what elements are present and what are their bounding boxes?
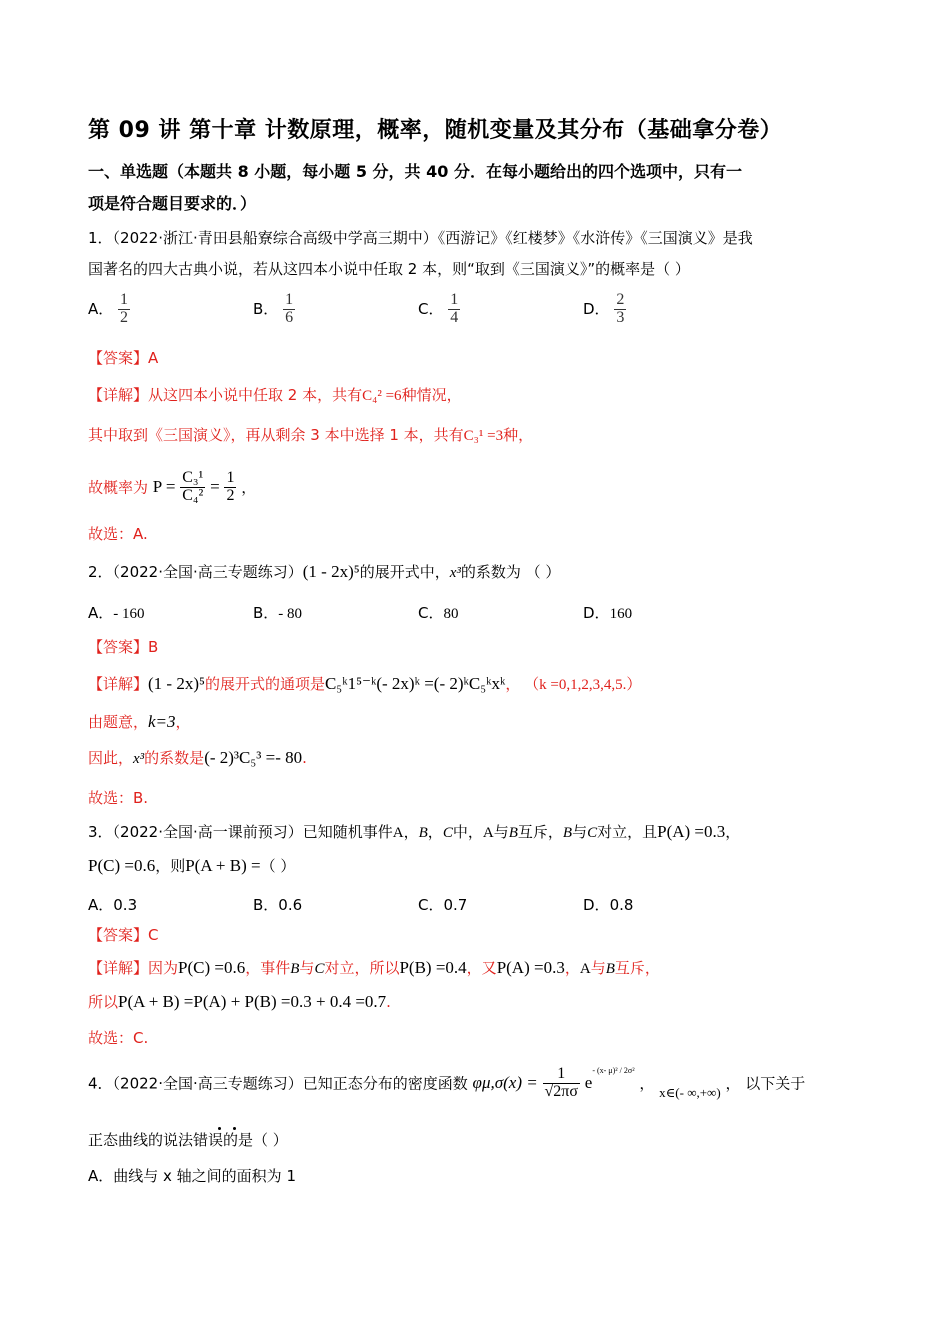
q2-option-c: C．80 (418, 604, 459, 622)
q2-option-a: A．- 160 (88, 604, 145, 622)
q4-stem-line1: 4．（2022·全国·高三专题练习）已知正态分布的密度函数 φμ,σ(x) = $\frac{1}{√2\pi\sigma}$ $e^{- (x- \mu)^2 / 2\sigma^2}$ ， x∈(- ∞,+∞) ， 以下关于 (88, 1065, 806, 1100)
q1-detail-line3: 故概率为 P = $\frac{\text{C₃¹}}{\text{C₄²}}$ = $\frac{1}{2}$ ， (88, 469, 257, 504)
q1-option-c: C． $\frac{1}{4}$ (418, 291, 459, 326)
q3-detail-line1: 【详解】因为P(C) =0.6，事件B与C对立，所以P(B) =0.4，又P(A) =0.3，A与B互斥， (88, 958, 660, 977)
section-heading-line1: 一、单选题（本题共 8 小题，每小题 5 分，共 40 分．在每小题给出的四个选项中，只有一 (88, 162, 742, 181)
q3-stem-line2: P(C) =0.6，则P(A + B) =（ ） (88, 856, 296, 875)
q1-option-d: D． $\frac{2}{3}$ (583, 291, 625, 326)
q1-option-a: A． $\frac{1}{2}$ (88, 291, 129, 326)
q3-detail-line2: 所以P(A + B) =P(A) + P(B) =0.3 + 0.4 =0.7. (88, 992, 391, 1011)
q1-detail-line2: 其中取到《三国演义》，再从剩余 3 本中选择 1 本，共有C₃¹ =3种， (88, 426, 534, 444)
q1-stem-line2: 国著名的四大古典小说，若从这四本小说中任取 2 本，则“取到《三国演义》”的概率是（ ） (88, 260, 690, 278)
q4-option-a: A．曲线与 x 轴之间的面积为 1 (88, 1167, 296, 1185)
q1-stem-line1: 1．（2022·浙江·青田县船寮综合高级中学高三期中）《西游记》《红楼梦》《水浒传》《三国演义》是我 (88, 229, 753, 247)
q2-option-d: D．160 (583, 604, 633, 622)
q3-stem-line1: 3．（2022·全国·高一课前预习）已知随机事件A，B，C中，A与B互斥，B与C对立，且P(A) =0.3， (88, 822, 741, 841)
q3-choose: 故选：C. (88, 1029, 149, 1047)
q2-detail-line2: 由题意，k=3， (88, 712, 191, 731)
q3-option-b: B．0.6 (253, 896, 303, 914)
q2-detail-line1: 【详解】(1 - 2x)⁵的展开式的通项是C₅ᵏ1⁵⁻ᵏ(- 2x)ᵏ =(- 2)ᵏC₅ᵏxᵏ， （k =0,1,2,3,4,5.） (88, 674, 642, 693)
section-heading-line2: 项是符合题目要求的．） (88, 194, 257, 213)
q1-choose: 故选：A. (88, 525, 148, 543)
q4-stem-line2: 正态曲线的说法错误的是（ ） (88, 1131, 288, 1149)
q2-choose: 故选：B. (88, 789, 149, 807)
q2-stem: 2．（2022·全国·高三专题练习）(1 - 2x)⁵的展开式中，x³的系数为 （ ） (88, 562, 561, 581)
emphasis-dot (218, 1127, 221, 1130)
q3-option-c: C．0.7 (418, 896, 468, 914)
q1-detail-line1: 【详解】从这四本小说中任取 2 本，共有C₄² =6种情况， (88, 386, 462, 404)
q3-option-a: A．0.3 (88, 896, 138, 914)
q1-answer: 【答案】A (88, 349, 159, 367)
q3-answer: 【答案】C (88, 926, 159, 944)
q2-option-b: B．- 80 (253, 604, 303, 622)
q2-detail-line3: 因此，x³的系数是(- 2)³C₅³ =- 80. (88, 748, 307, 767)
q3-option-d: D．0.8 (583, 896, 634, 914)
emphasis-dot (233, 1127, 236, 1130)
page-title: 第 09 讲 第十章 计数原理，概率，随机变量及其分布（基础拿分卷） (88, 118, 783, 143)
q2-answer: 【答案】B (88, 638, 159, 656)
q1-option-b: B． $\frac{1}{6}$ (253, 291, 294, 326)
